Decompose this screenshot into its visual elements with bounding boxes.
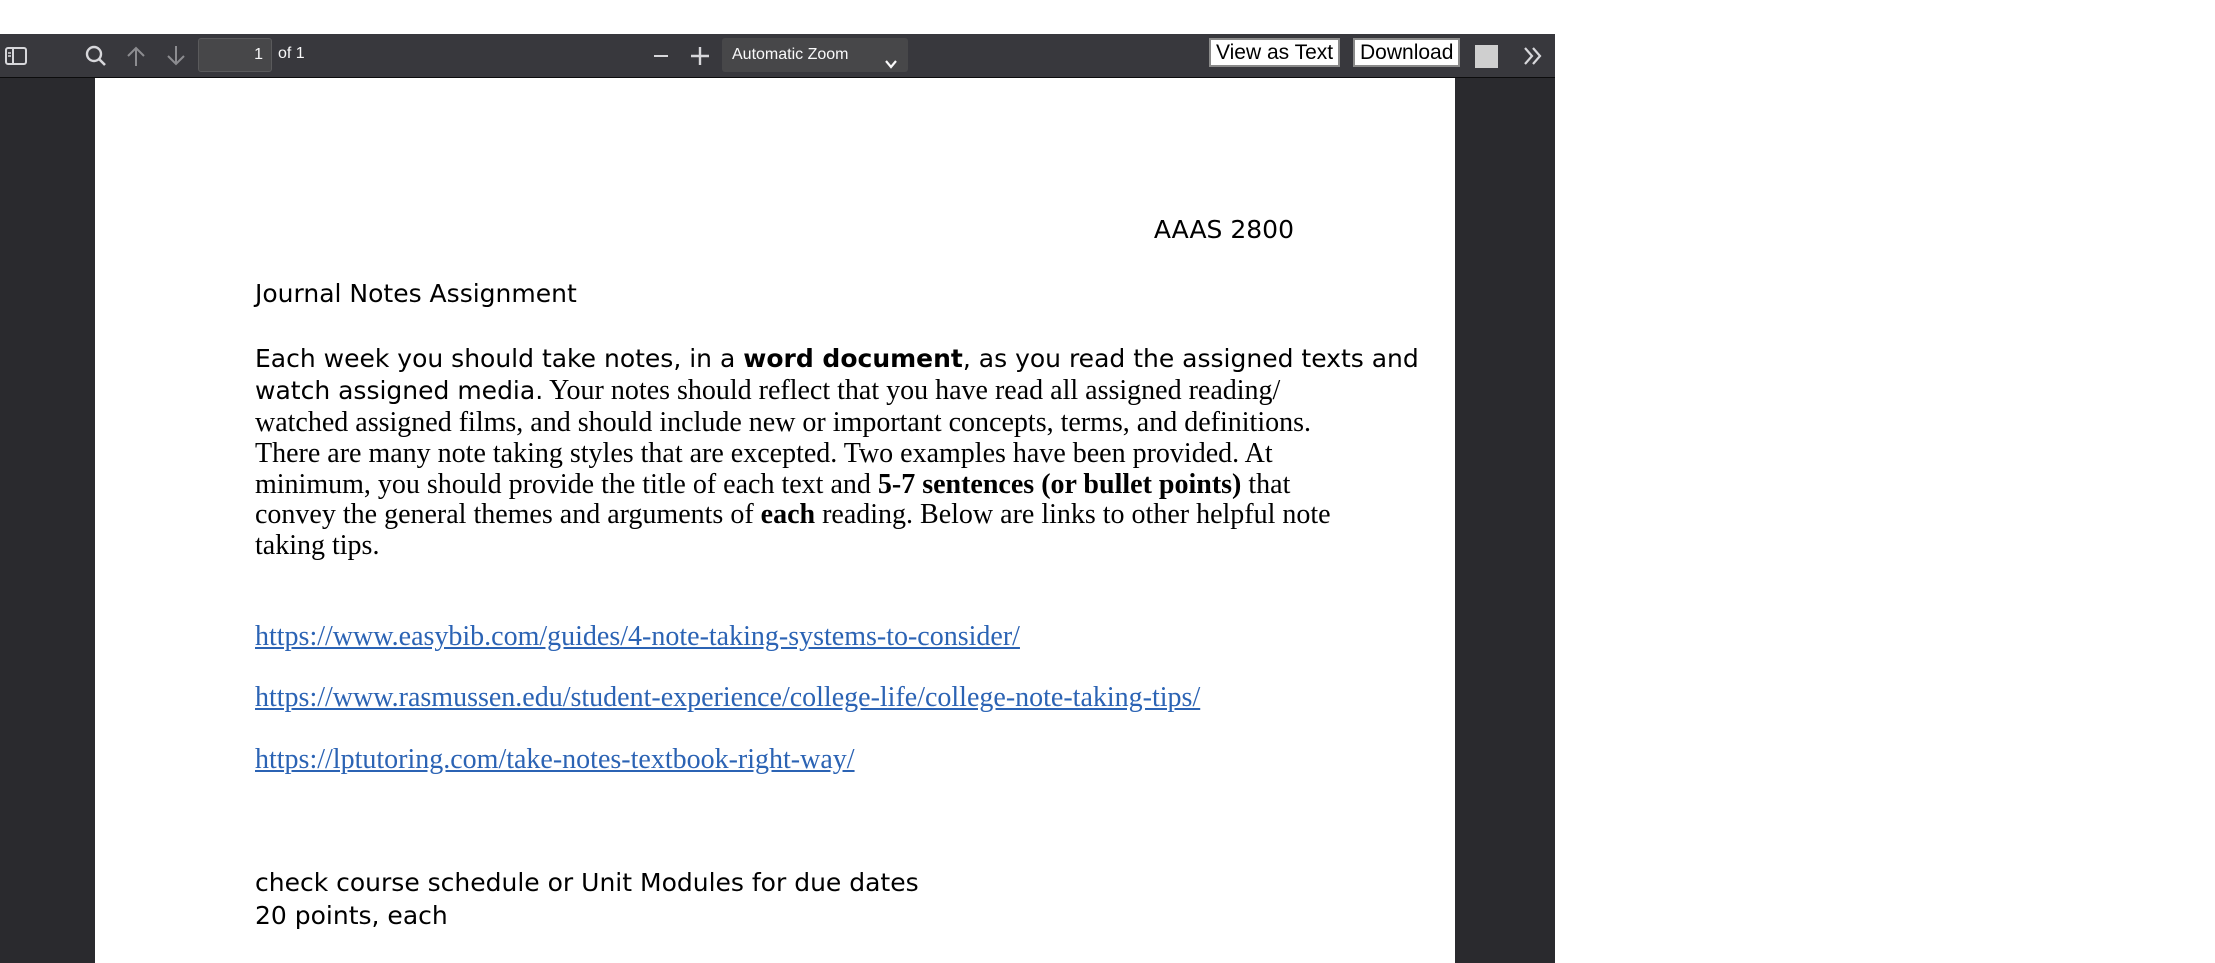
arrow-down-icon[interactable]	[162, 42, 190, 70]
paragraph-line: minimum, you should provide the title of each text and 5-7 sentences (or bullet points) that	[255, 469, 1291, 500]
pdf-toolbar	[0, 34, 1555, 78]
zoom-select-label: Automatic Zoom	[732, 46, 849, 63]
arrow-up-icon[interactable]	[122, 42, 150, 70]
gray-square-icon[interactable]	[1475, 45, 1498, 68]
course-code: AAAS 2800	[1153, 215, 1294, 244]
double-chevron-right-icon[interactable]	[1519, 42, 1547, 70]
link-rasmussen[interactable]: https://www.rasmussen.edu/student-experience/college-life/college-note-taking-tips/	[255, 682, 1201, 713]
sidebar-toggle-icon[interactable]	[2, 42, 30, 70]
zoom-select[interactable]	[722, 38, 908, 72]
paragraph-line: There are many note taking styles that are excepted. Two examples have been provided. At	[255, 438, 1273, 469]
due-date-note: check course schedule or Unit Modules for due dates	[255, 868, 919, 897]
link-easybib[interactable]: https://www.easybib.com/guides/4-note-taking-systems-to-consider/	[255, 621, 1020, 652]
paragraph-line: taking tips.	[255, 530, 380, 561]
view-as-text-button[interactable]: View as Text	[1209, 38, 1340, 67]
paragraph-line: convey the general themes and arguments of each reading. Below are links to other helpful note	[255, 499, 1331, 530]
paragraph-line: watch assigned media. Your notes should reflect that you have read all assigned reading/	[255, 375, 1281, 406]
pdf-viewer	[0, 34, 1555, 963]
page-number-input[interactable]: 1	[198, 38, 272, 72]
search-icon[interactable]	[82, 42, 110, 70]
link-lptutoring[interactable]: https://lptutoring.com/take-notes-textbook-right-way/	[255, 744, 855, 775]
points-note: 20 points, each	[255, 901, 448, 930]
plus-icon[interactable]	[686, 42, 714, 70]
paragraph-line: Each week you should take notes, in a word document, as you read the assigned texts and	[255, 344, 1419, 373]
minus-icon[interactable]	[647, 42, 675, 70]
page-title: Journal Notes Assignment	[255, 279, 577, 308]
paragraph-line: watched assigned films, and should include new or important concepts, terms, and definitions.	[255, 407, 1311, 438]
page-count-label: of 1	[278, 45, 305, 62]
download-button[interactable]: Download	[1353, 38, 1460, 67]
pdf-page	[95, 78, 1455, 963]
